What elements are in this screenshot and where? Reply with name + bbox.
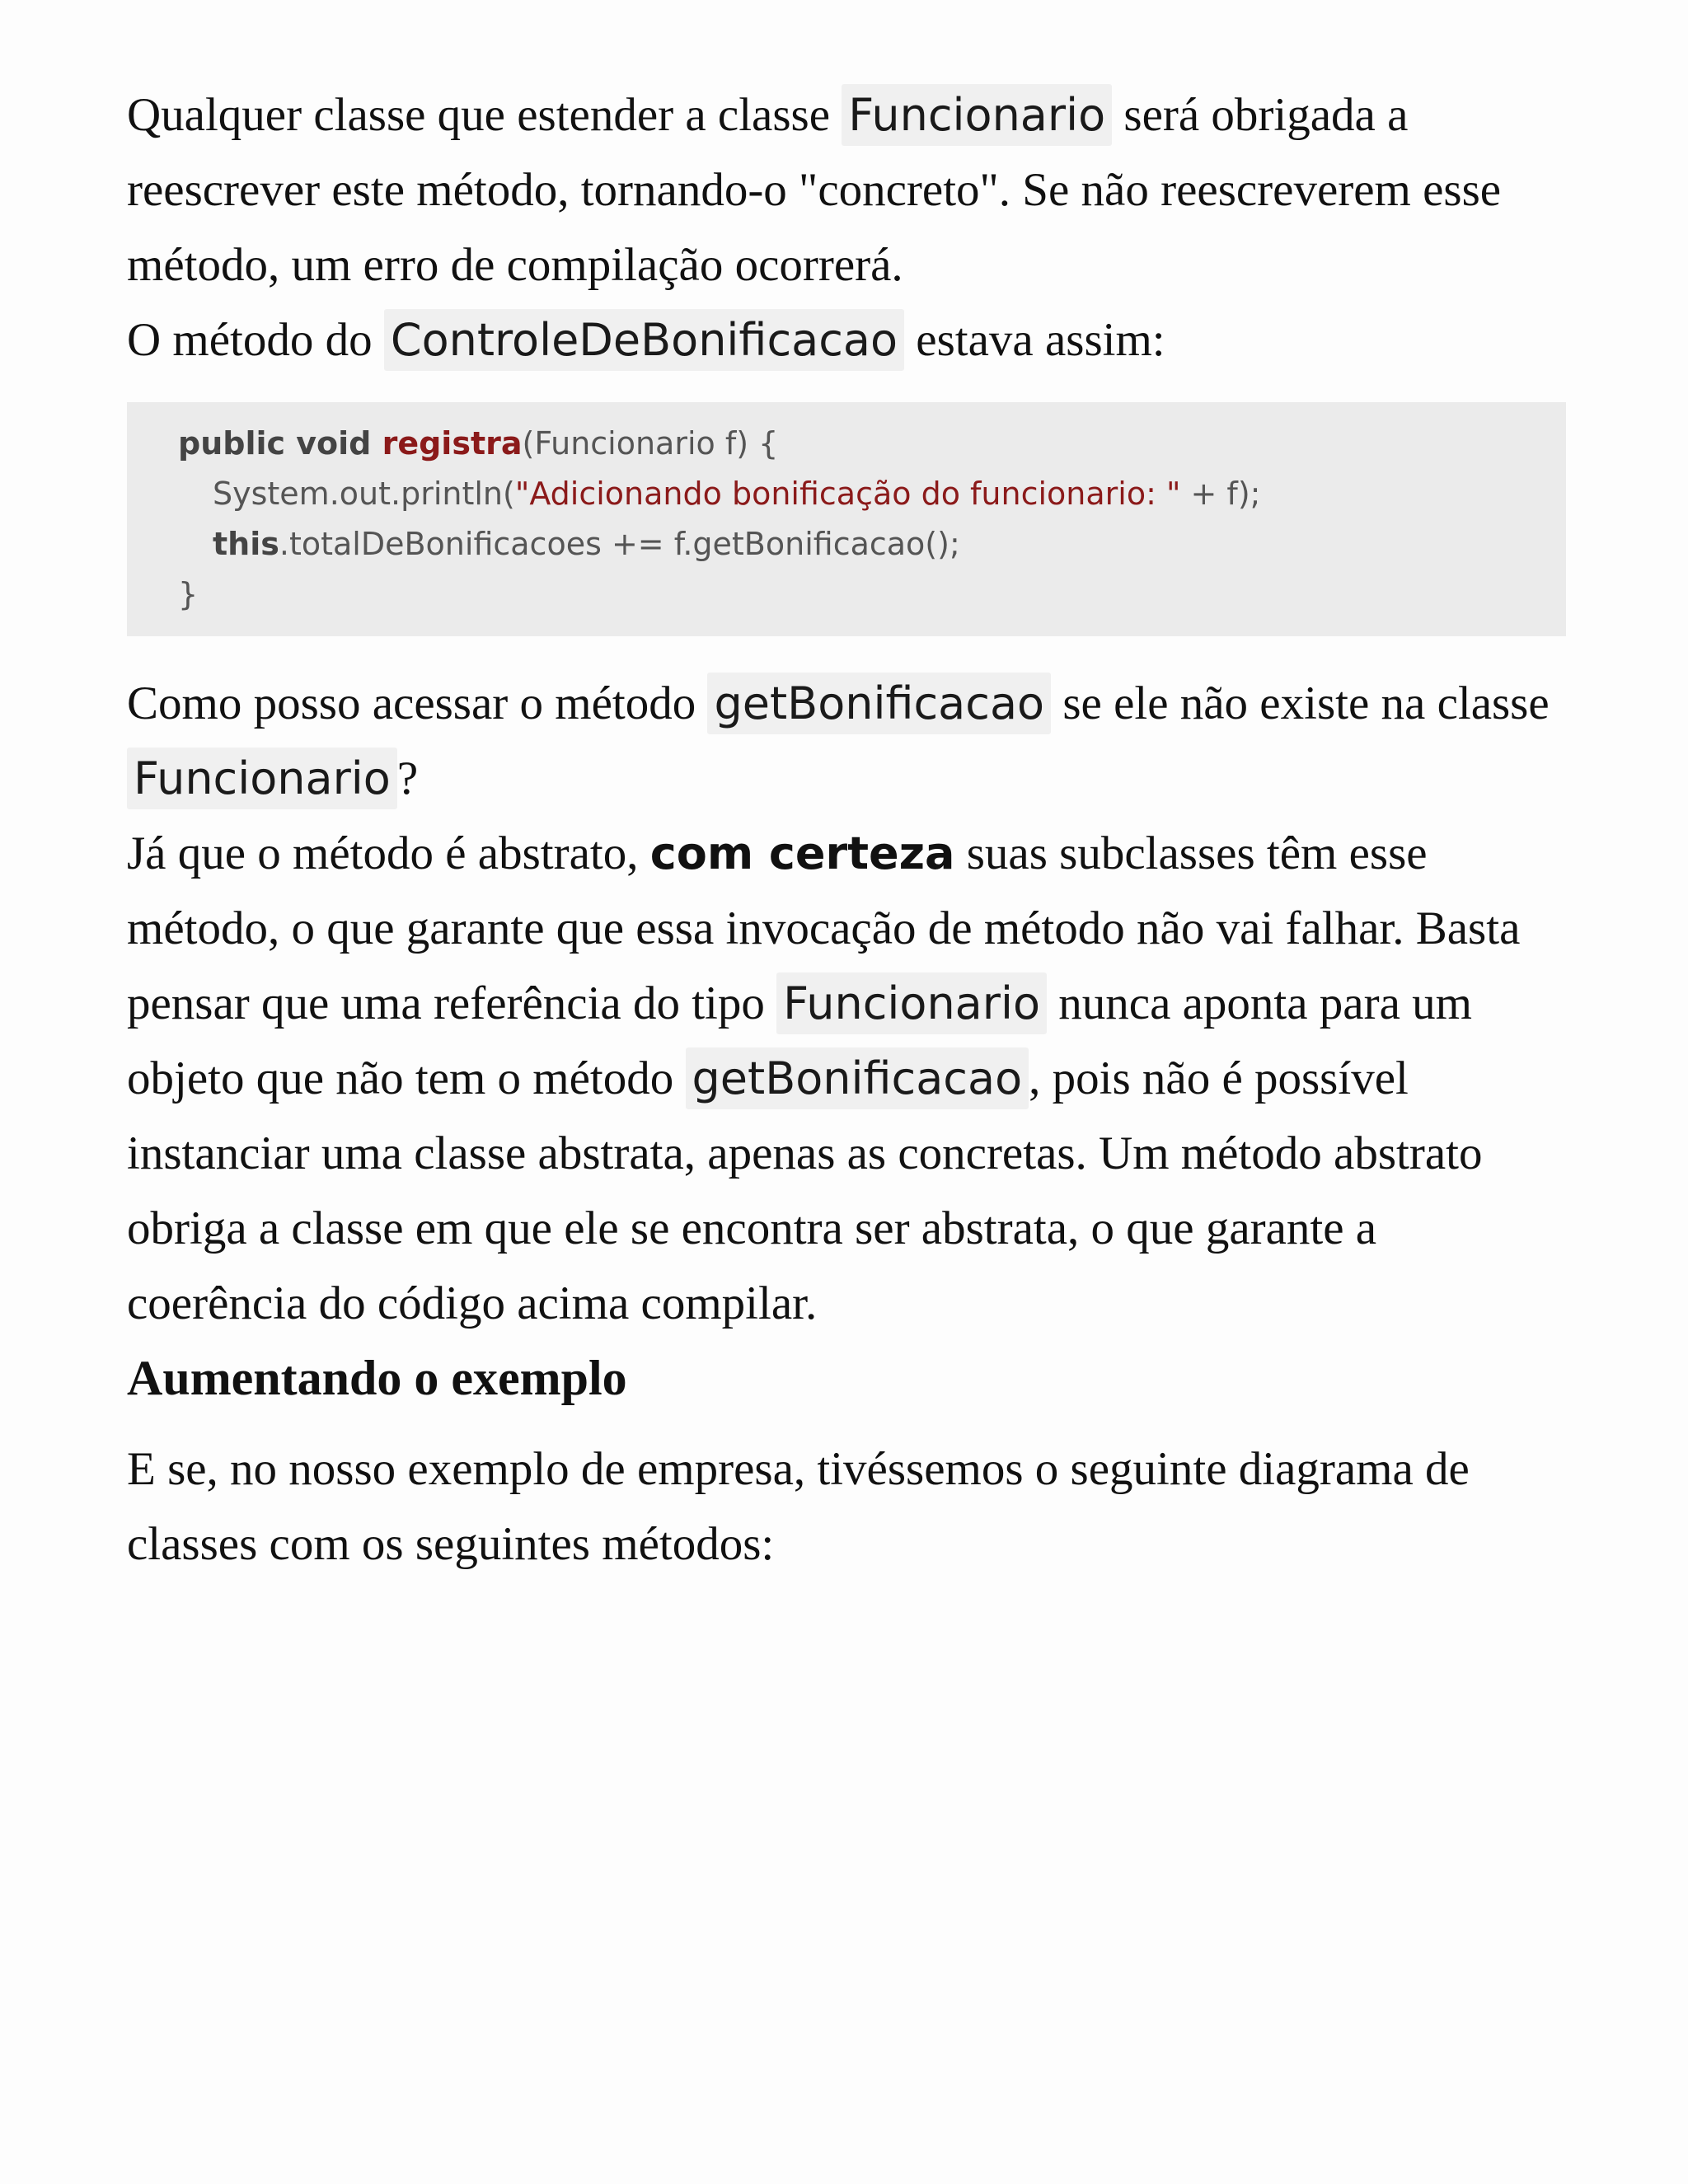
text: ? <box>396 752 419 804</box>
code-text: .totalDeBonificacoes += f.getBonificacao(); <box>279 526 960 562</box>
code-line-4 <box>178 569 1566 620</box>
text: estava assim: <box>904 314 1165 366</box>
code-text: System.out.println( <box>213 476 515 512</box>
code-keyword: this <box>213 526 279 562</box>
text: O método do <box>127 314 384 366</box>
inline-code-get-bonificacao: getBonificacao <box>707 673 1051 734</box>
inline-code-get-bonificacao: getBonificacao <box>686 1047 1029 1109</box>
inline-code-funcionario: Funcionario <box>776 972 1047 1034</box>
text: , pois não é possível instanciar uma classe abstrata, apenas as concretas. Um método abstrato obriga a classe em que ele se encontra ser abstrata, o que garante a coerência do código acima compilar. <box>127 1052 1483 1329</box>
paragraph-controle-intro <box>127 302 1564 377</box>
text: E se, no nosso exemplo de empresa, tivéssemos o seguinte diagrama de classes com os seguintes métodos: <box>127 1443 1470 1570</box>
text: Já que o método é abstrato, <box>127 827 650 879</box>
section-heading: Aumentando o exemplo <box>127 1351 627 1405</box>
code-line-1 <box>178 419 1566 469</box>
text: nunca aponta para um objeto que não tem o método <box>127 977 1472 1104</box>
code-text: (Funcionario f) { <box>522 425 779 462</box>
code-block <box>127 402 1566 636</box>
code-line-2 <box>178 469 1566 519</box>
bold-text: com certeza <box>649 827 955 879</box>
text: se ele não existe na classe <box>1051 677 1550 729</box>
inline-code-funcionario: Funcionario <box>842 84 1112 146</box>
code-keyword: public void <box>178 425 382 462</box>
code-line-3 <box>178 519 1566 569</box>
code-text: } <box>178 576 199 612</box>
paragraph-explanation <box>127 816 1564 1341</box>
text: será obrigada a reescrever este método, tornando-o "concreto". Se não reescreverem esse método, um erro de compilação ocorrerá. <box>127 89 1502 291</box>
inline-code-controle-de-bonificacao: ControleDeBonificacao <box>384 309 904 371</box>
paragraph-abstract-method-requirement <box>127 77 1564 302</box>
inline-code-funcionario: Funcionario <box>127 748 397 809</box>
text: suas subclasses têm esse método, o que garante que essa invocação de método não vai falhar. Basta pensar que uma referência do tipo <box>127 827 1521 1029</box>
text: Qualquer classe que estender a classe <box>127 89 842 141</box>
code-method-name: registra <box>382 425 523 462</box>
text: Como posso acessar o método <box>127 677 708 729</box>
code-string: "Adicionando bonificação do funcionario: " <box>514 476 1181 512</box>
paragraph-question <box>127 666 1564 816</box>
paragraph-diagram-intro <box>127 1432 1564 1582</box>
code-text: + f); <box>1180 476 1261 512</box>
